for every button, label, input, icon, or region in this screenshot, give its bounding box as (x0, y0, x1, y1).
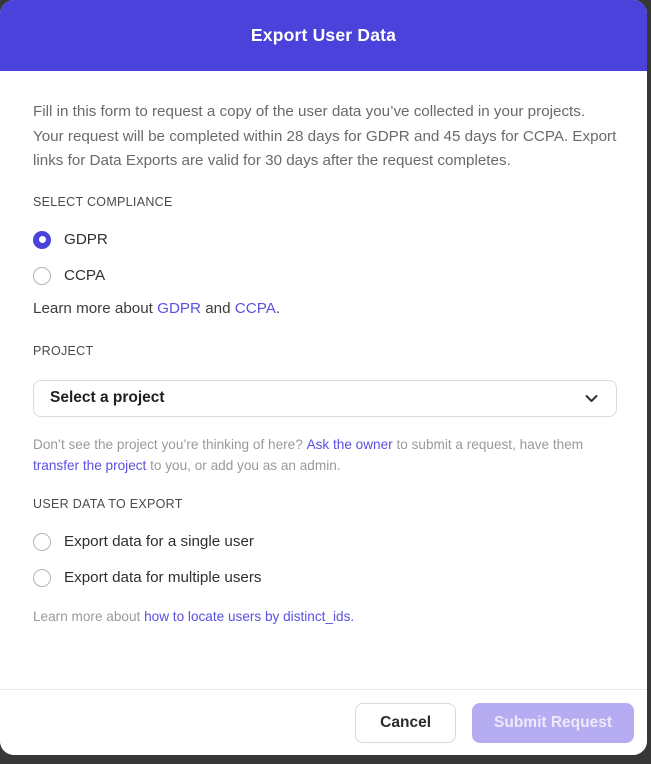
ccpa-radio-label: CCPA (64, 267, 106, 284)
ccpa-link[interactable]: CCPA (234, 299, 276, 317)
user-data-section-label: USER DATA TO EXPORT (33, 496, 183, 511)
dialog-title: Export User Data (250, 25, 397, 45)
distinct-ids-link[interactable]: how to locate users by distinct_ids. (144, 608, 355, 624)
gdpr-radio-button[interactable] (33, 231, 51, 249)
learn-more-suffix: . (275, 299, 281, 317)
dialog-body (0, 71, 647, 689)
cancel-button[interactable]: Cancel (355, 703, 456, 743)
learn-more-prefix: Learn more about (33, 299, 158, 317)
single-user-radio-option[interactable] (33, 533, 254, 551)
compliance-section-label: SELECT COMPLIANCE (33, 194, 173, 209)
gdpr-radio-option[interactable] (33, 231, 108, 249)
ccpa-radio-button[interactable] (33, 267, 51, 285)
project-select-value: Select a project (50, 389, 165, 406)
single-user-radio-label: Export data for a single user (64, 533, 254, 550)
project-select[interactable] (33, 380, 617, 417)
dialog-header (0, 0, 647, 71)
multiple-users-radio-label: Export data for multiple users (64, 569, 262, 586)
single-user-radio-button[interactable] (33, 533, 51, 551)
submit-request-button[interactable]: Submit Request (472, 703, 634, 743)
transfer-project-link[interactable]: transfer the project (33, 457, 147, 473)
distinct-ids-prefix: Learn more about (33, 608, 145, 624)
gdpr-radio-label: GDPR (64, 231, 108, 248)
helper-part3: to you, or add you as an admin. (146, 457, 341, 473)
ask-owner-link[interactable]: Ask the owner (306, 436, 393, 452)
project-helper-text (33, 434, 593, 476)
gdpr-link[interactable]: GDPR (157, 299, 202, 317)
intro-text: Fill in this form to request a copy of the user data you’ve collected in your projects. Your request will be completed within 28 days for GDPR and 45 days for CCPA. Export links for Data Exports are valid for 30 days after the request completes. (33, 103, 617, 169)
dialog-footer (0, 689, 647, 755)
multiple-users-radio-option[interactable] (33, 569, 262, 587)
helper-part1: Don’t see the project you’re thinking of here? (33, 436, 307, 452)
learn-more-middle: and (201, 299, 235, 317)
chevron-down-icon (585, 394, 598, 403)
compliance-learn-more (33, 300, 617, 317)
project-section-label: PROJECT (33, 343, 94, 358)
helper-part2: to submit a request, have them (392, 436, 584, 452)
ccpa-radio-option[interactable] (33, 267, 105, 285)
multiple-users-radio-button[interactable] (33, 569, 51, 587)
distinct-ids-learn-more (33, 609, 617, 624)
